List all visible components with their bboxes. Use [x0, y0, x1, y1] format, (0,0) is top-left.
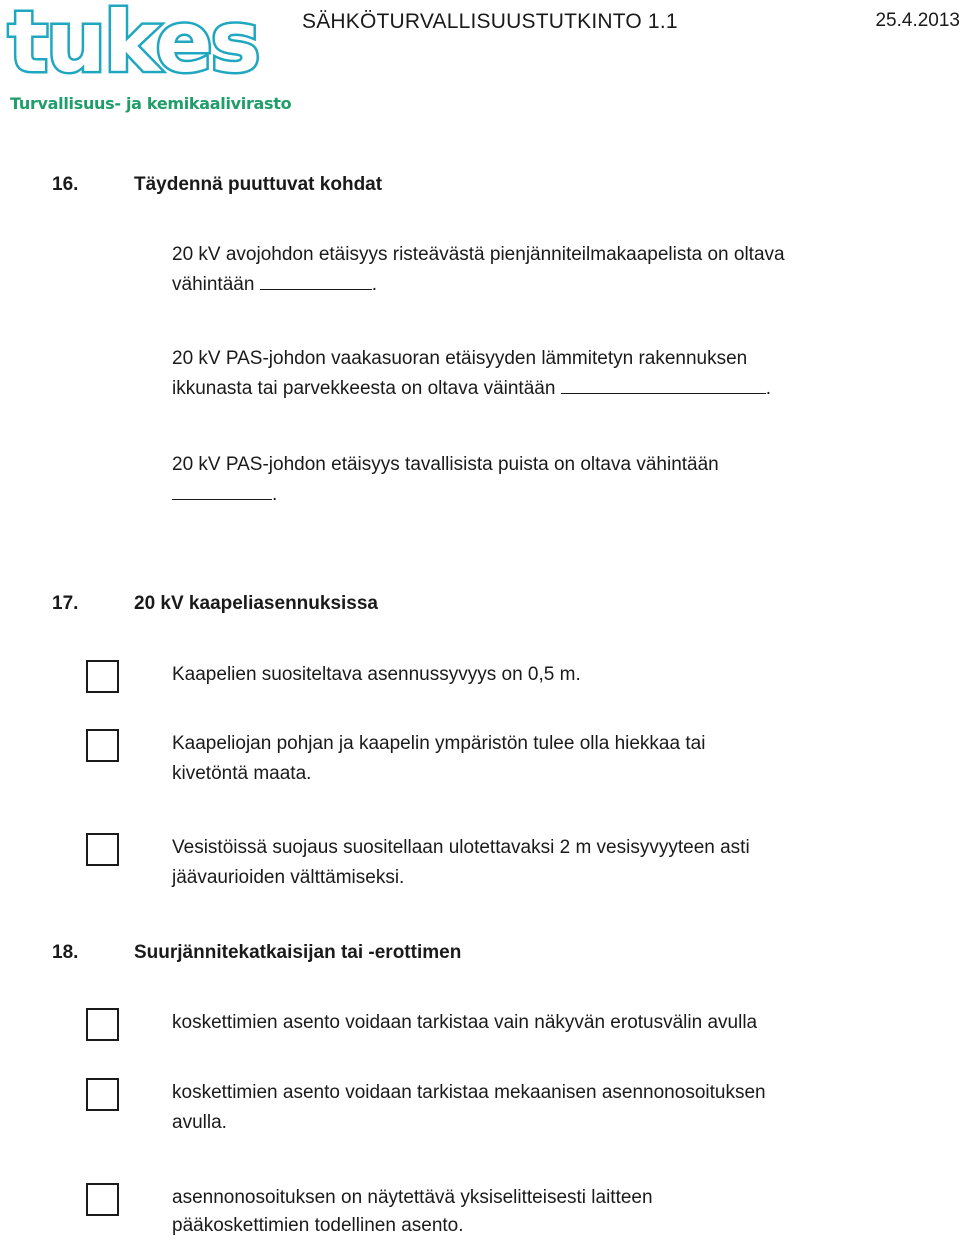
q16-item3-line2 [172, 480, 277, 510]
question-17-title: 20 kV kaapeliasennuksissa [134, 593, 378, 614]
q16-item1-end: . [371, 274, 377, 295]
q17-option3-checkbox[interactable] [86, 833, 119, 866]
fill-in-blank-3[interactable] [172, 481, 272, 500]
q16-item3-line1: 20 kV PAS-johdon etäisyys tavallisista puista on oltava vähintään [172, 454, 719, 475]
q16-item1-line1: 20 kV avojohdon etäisyys risteävästä pienjänniteilmakaapelista on oltava [172, 244, 785, 265]
q16-item3-end: . [272, 484, 278, 505]
logo-wordmark: tukes [8, 0, 259, 91]
document-title: SÄHKÖTURVALLISUUSTUTKINTO 1.1 [302, 10, 678, 33]
q17-option2-checkbox[interactable] [86, 729, 119, 762]
q17-option3-line2: jäävaurioiden välttämiseksi. [172, 867, 405, 888]
q18-option3-line2: pääkoskettimien todellinen asento. [172, 1215, 464, 1236]
q18-option2-checkbox[interactable] [86, 1078, 119, 1111]
q16-item2-line2 [172, 374, 771, 404]
tukes-logo [8, 0, 292, 114]
q16-item1-text: vähintään [172, 274, 255, 295]
q16-item2-text: ikkunasta tai parvekkeesta on oltava väintään [172, 378, 556, 399]
question-16-title: Täydennä puuttuvat kohdat [134, 174, 383, 195]
q18-option2-line1: koskettimien asento voidaan tarkistaa mekaanisen asennonosoituksen [172, 1082, 766, 1103]
q17-option1-checkbox[interactable] [86, 660, 119, 693]
fill-in-blank-1[interactable] [260, 271, 372, 290]
q18-option1-line1: koskettimien asento voidaan tarkistaa vain näkyvän erotusvälin avulla [172, 1012, 758, 1033]
q16-item1-line2 [172, 270, 377, 300]
q16-item2-line1: 20 kV PAS-johdon vaakasuoran etäisyyden lämmitetyn rakennuksen [172, 348, 748, 369]
fill-in-blank-2[interactable] [561, 375, 766, 394]
question-18-number: 18. [52, 942, 79, 963]
q17-option3-line1: Vesistöissä suojaus suositellaan ulotettavaksi 2 m vesisyvyyteen asti [172, 837, 750, 858]
q18-option2-line2: avulla. [172, 1112, 227, 1133]
q18-option3-checkbox[interactable] [86, 1183, 119, 1216]
q16-item2-end: . [765, 378, 771, 399]
q17-option2-line1: Kaapeliojan pohjan ja kaapelin ympäristön tulee olla hiekkaa tai [172, 733, 706, 754]
document-date: 25.4.2013 [875, 10, 960, 31]
q18-option1-checkbox[interactable] [86, 1008, 119, 1041]
question-17-number: 17. [52, 593, 79, 614]
q17-option2-line2: kivetöntä maata. [172, 763, 312, 784]
question-16-number: 16. [52, 174, 79, 195]
question-18-title: Suurjännitekatkaisijan tai -erottimen [134, 942, 462, 963]
logo-subtitle: Turvallisuus- ja kemikaalivirasto [10, 94, 292, 113]
q18-option3-line1: asennonosoituksen on näytettävä yksiselitteisesti laitteen [172, 1187, 653, 1208]
q17-option1-line1: Kaapelien suositeltava asennussyvyys on 0,5 m. [172, 664, 581, 685]
